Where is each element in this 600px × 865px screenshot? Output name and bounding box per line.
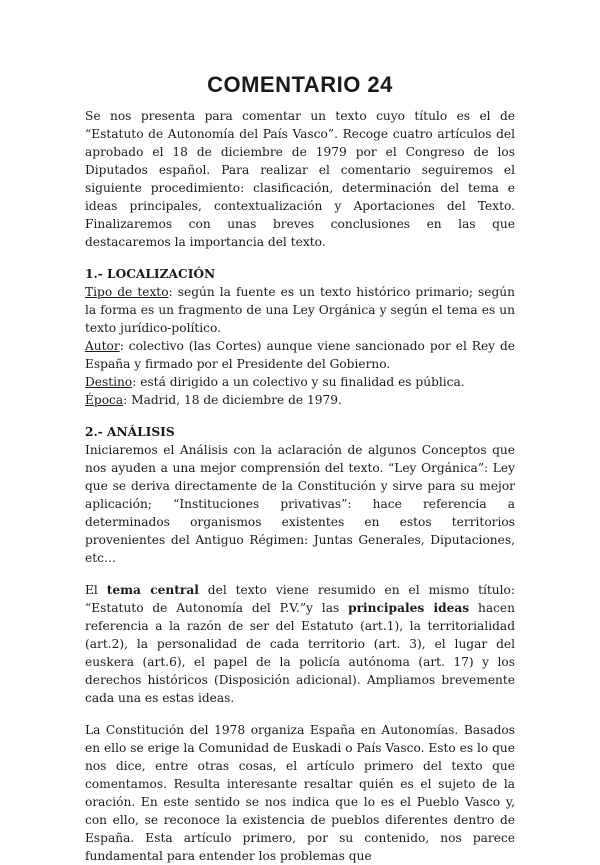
item-text: : está dirigido a un colectivo y su finalidad es pública.	[132, 375, 465, 389]
item-text: : colectivo (las Cortes) aunque viene sancionado por el Rey de España y firmado por el Presidente del Gobierno.	[85, 339, 515, 371]
analysis-paragraph-theme	[85, 581, 515, 707]
item-text: : Madrid, 18 de diciembre de 1979.	[123, 393, 342, 407]
analysis-paragraph-constitution: La Constitución del 1978 organiza España en Autonomías. Basados en ello se erige la Comunidad de Euskadi o País Vasco. Esto es lo que nos dice, entre otras cosas, el artículo primero del texto que comentamos. Resulta interesante resaltar quién es el sujeto de la oración. En este sentido se nos indica que lo es el Pueblo Vasco y, con ello, se reconoce la existencia de pueblos diferentes dentro de España. Esta artículo primero, por su contenido, nos parece fundamental para entender los problemas que	[85, 723, 515, 863]
section-heading-localizacion: 1.- LOCALIZACIÓN	[85, 267, 216, 281]
item-tipo-texto	[85, 283, 515, 337]
section-heading-analisis: 2.- ANÁLISIS	[85, 425, 175, 439]
text-run: El	[85, 583, 107, 597]
item-label: Destino	[85, 375, 133, 389]
item-epoca	[85, 391, 515, 409]
text-run: hacen referencia a la razón de ser del Estatuto (art.1), la territorialidad (art.2), la personalidad de cada territorio (art. 3), el lugar del euskera (art.6), el papel de la policía autónoma (art. 17) y los derechos históricos (Disposición adicional). Ampliamos brevemente cada una es estas ideas.	[85, 601, 515, 705]
intro-paragraph: Se nos presenta para comentar un texto cuyo título es el de “Estatuto de Autonomía del País Vasco”. Recoge cuatro artículos del aprobado el 18 de diciembre de 1979 por el Congreso de los Diputados español. Para realizar el comentario seguiremos el siguiente procedimiento: clasificación, determinación del tema e ideas principales, contextualización y Aportaciones del Texto. Finalizaremos con unas breves conclusiones en las que destacaremos la importancia del texto.	[85, 109, 515, 249]
bold-term: principales ideas	[348, 601, 470, 615]
document-page	[85, 70, 515, 865]
page-title: COMENTARIO 24	[207, 72, 393, 97]
item-label: Autor	[85, 339, 120, 353]
item-text: : según la fuente es un texto histórico primario; según la forma es un fragmento de una Ley Orgánica y según el tema es un texto jurídico-político.	[85, 285, 515, 335]
item-autor	[85, 337, 515, 373]
analysis-paragraph-concepts: Iniciaremos el Análisis con la aclaración de algunos Conceptos que nos ayuden a una mejor comprensión del texto. “Ley Orgánica”: Ley que se deriva directamente de la Constitución y sirve para su mejor aplicación; “Instituciones privativas”: hace referencia a determinados organismos existentes en estos territorios provenientes del Antiguo Régimen: Juntas Generales, Diputaciones, etc…	[85, 443, 515, 565]
item-destino	[85, 373, 515, 391]
item-label: Época	[85, 393, 124, 407]
bold-term: tema central	[106, 583, 199, 597]
text-run: del texto viene resumido en el mismo título: “Estatuto de Autonomía del P.V.”y las	[85, 583, 515, 615]
item-label: Tipo de texto	[85, 285, 169, 299]
